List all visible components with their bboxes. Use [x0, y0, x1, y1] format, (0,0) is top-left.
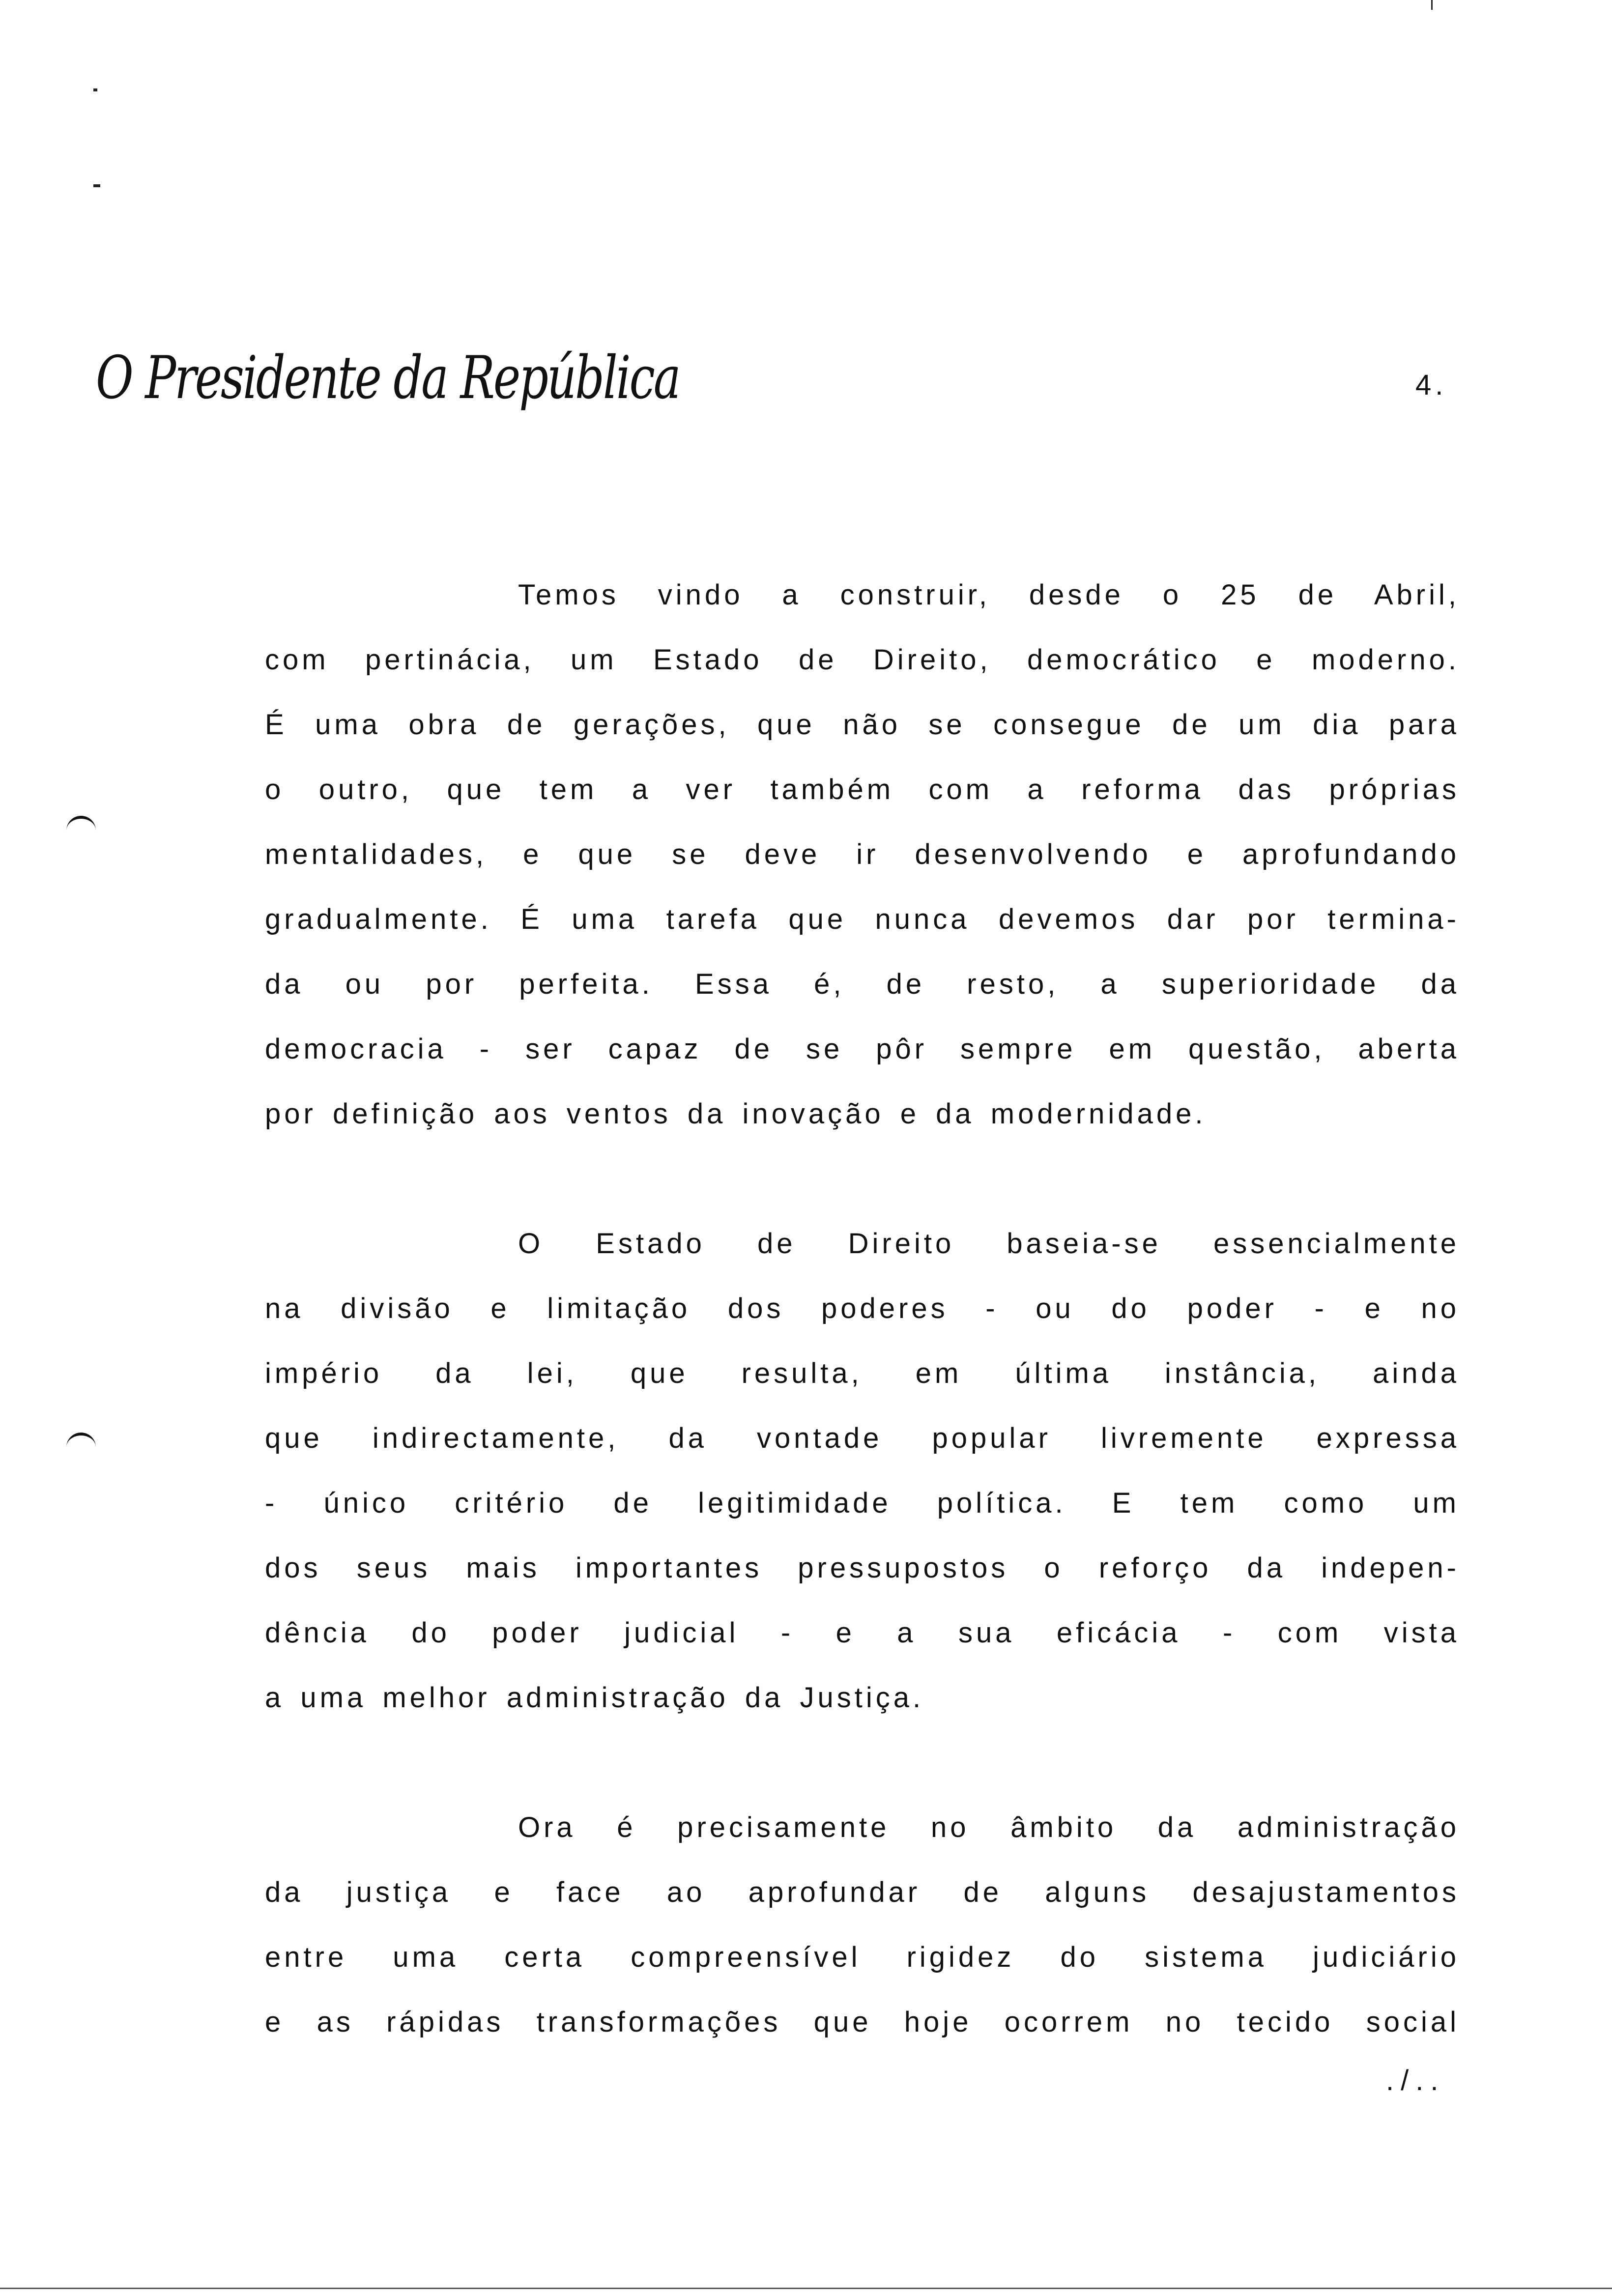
text-line: a uma melhor administração da Justiça. [265, 1682, 924, 1714]
continuation-mark: ./.. [1386, 2065, 1445, 2096]
scan-speck [93, 88, 97, 91]
text-line: com pertinácia, um Estado de Direito, democrático e moderno. [265, 644, 1460, 676]
scan-speck [93, 184, 100, 187]
text-line: da justiça e face ao aprofundar de alguns desajustamentos [265, 1876, 1460, 1908]
page-number: 4. [1415, 369, 1447, 401]
text-line: por definição aos ventos da inovação e da modernidade. [265, 1098, 1207, 1130]
text-line: da ou por perfeita. Essa é, de resto, a superioridade da [265, 968, 1460, 1000]
binder-hole-mark [66, 816, 96, 833]
text-line: que indirectamente, da vontade popular livremente expressa [265, 1422, 1460, 1454]
text-line: gradualmente. É uma tarefa que nunca devemos dar por termina- [265, 903, 1460, 935]
scan-edge-line [0, 2288, 1612, 2289]
text-line: Ora é precisamente no âmbito da administração [518, 1811, 1460, 1843]
scan-speck [1431, 0, 1433, 10]
letterhead: O Presidente da República [96, 344, 680, 412]
text-line: o outro, que tem a ver também com a reforma das próprias [265, 774, 1460, 805]
text-line: império da lei, que resulta, em última instância, ainda [265, 1357, 1460, 1389]
text-line: mentalidades, e que se deve ir desenvolvendo e aprofundando [265, 838, 1460, 870]
text-line: Temos vindo a construir, desde o 25 de Abril, [518, 579, 1460, 611]
text-line: - único critério de legitimidade política. E tem como um [265, 1487, 1460, 1519]
binder-hole-mark [66, 1433, 96, 1450]
text-line: democracia - ser capaz de se pôr sempre em questão, aberta [265, 1033, 1460, 1065]
text-line: É uma obra de gerações, que não se consegue de um dia para [265, 709, 1460, 741]
text-line: O Estado de Direito baseia-se essencialmente [518, 1228, 1460, 1260]
text-line: dos seus mais importantes pressupostos o reforço da indepen- [265, 1552, 1460, 1584]
text-line: dência do poder judicial - e a sua eficácia - com vista [265, 1617, 1460, 1649]
text-line: entre uma certa compreensível rigidez do sistema judiciário [265, 1941, 1460, 1973]
text-line: na divisão e limitação dos poderes - ou do poder - e no [265, 1292, 1460, 1324]
text-line: e as rápidas transformações que hoje ocorrem no tecido social [265, 2006, 1460, 2038]
